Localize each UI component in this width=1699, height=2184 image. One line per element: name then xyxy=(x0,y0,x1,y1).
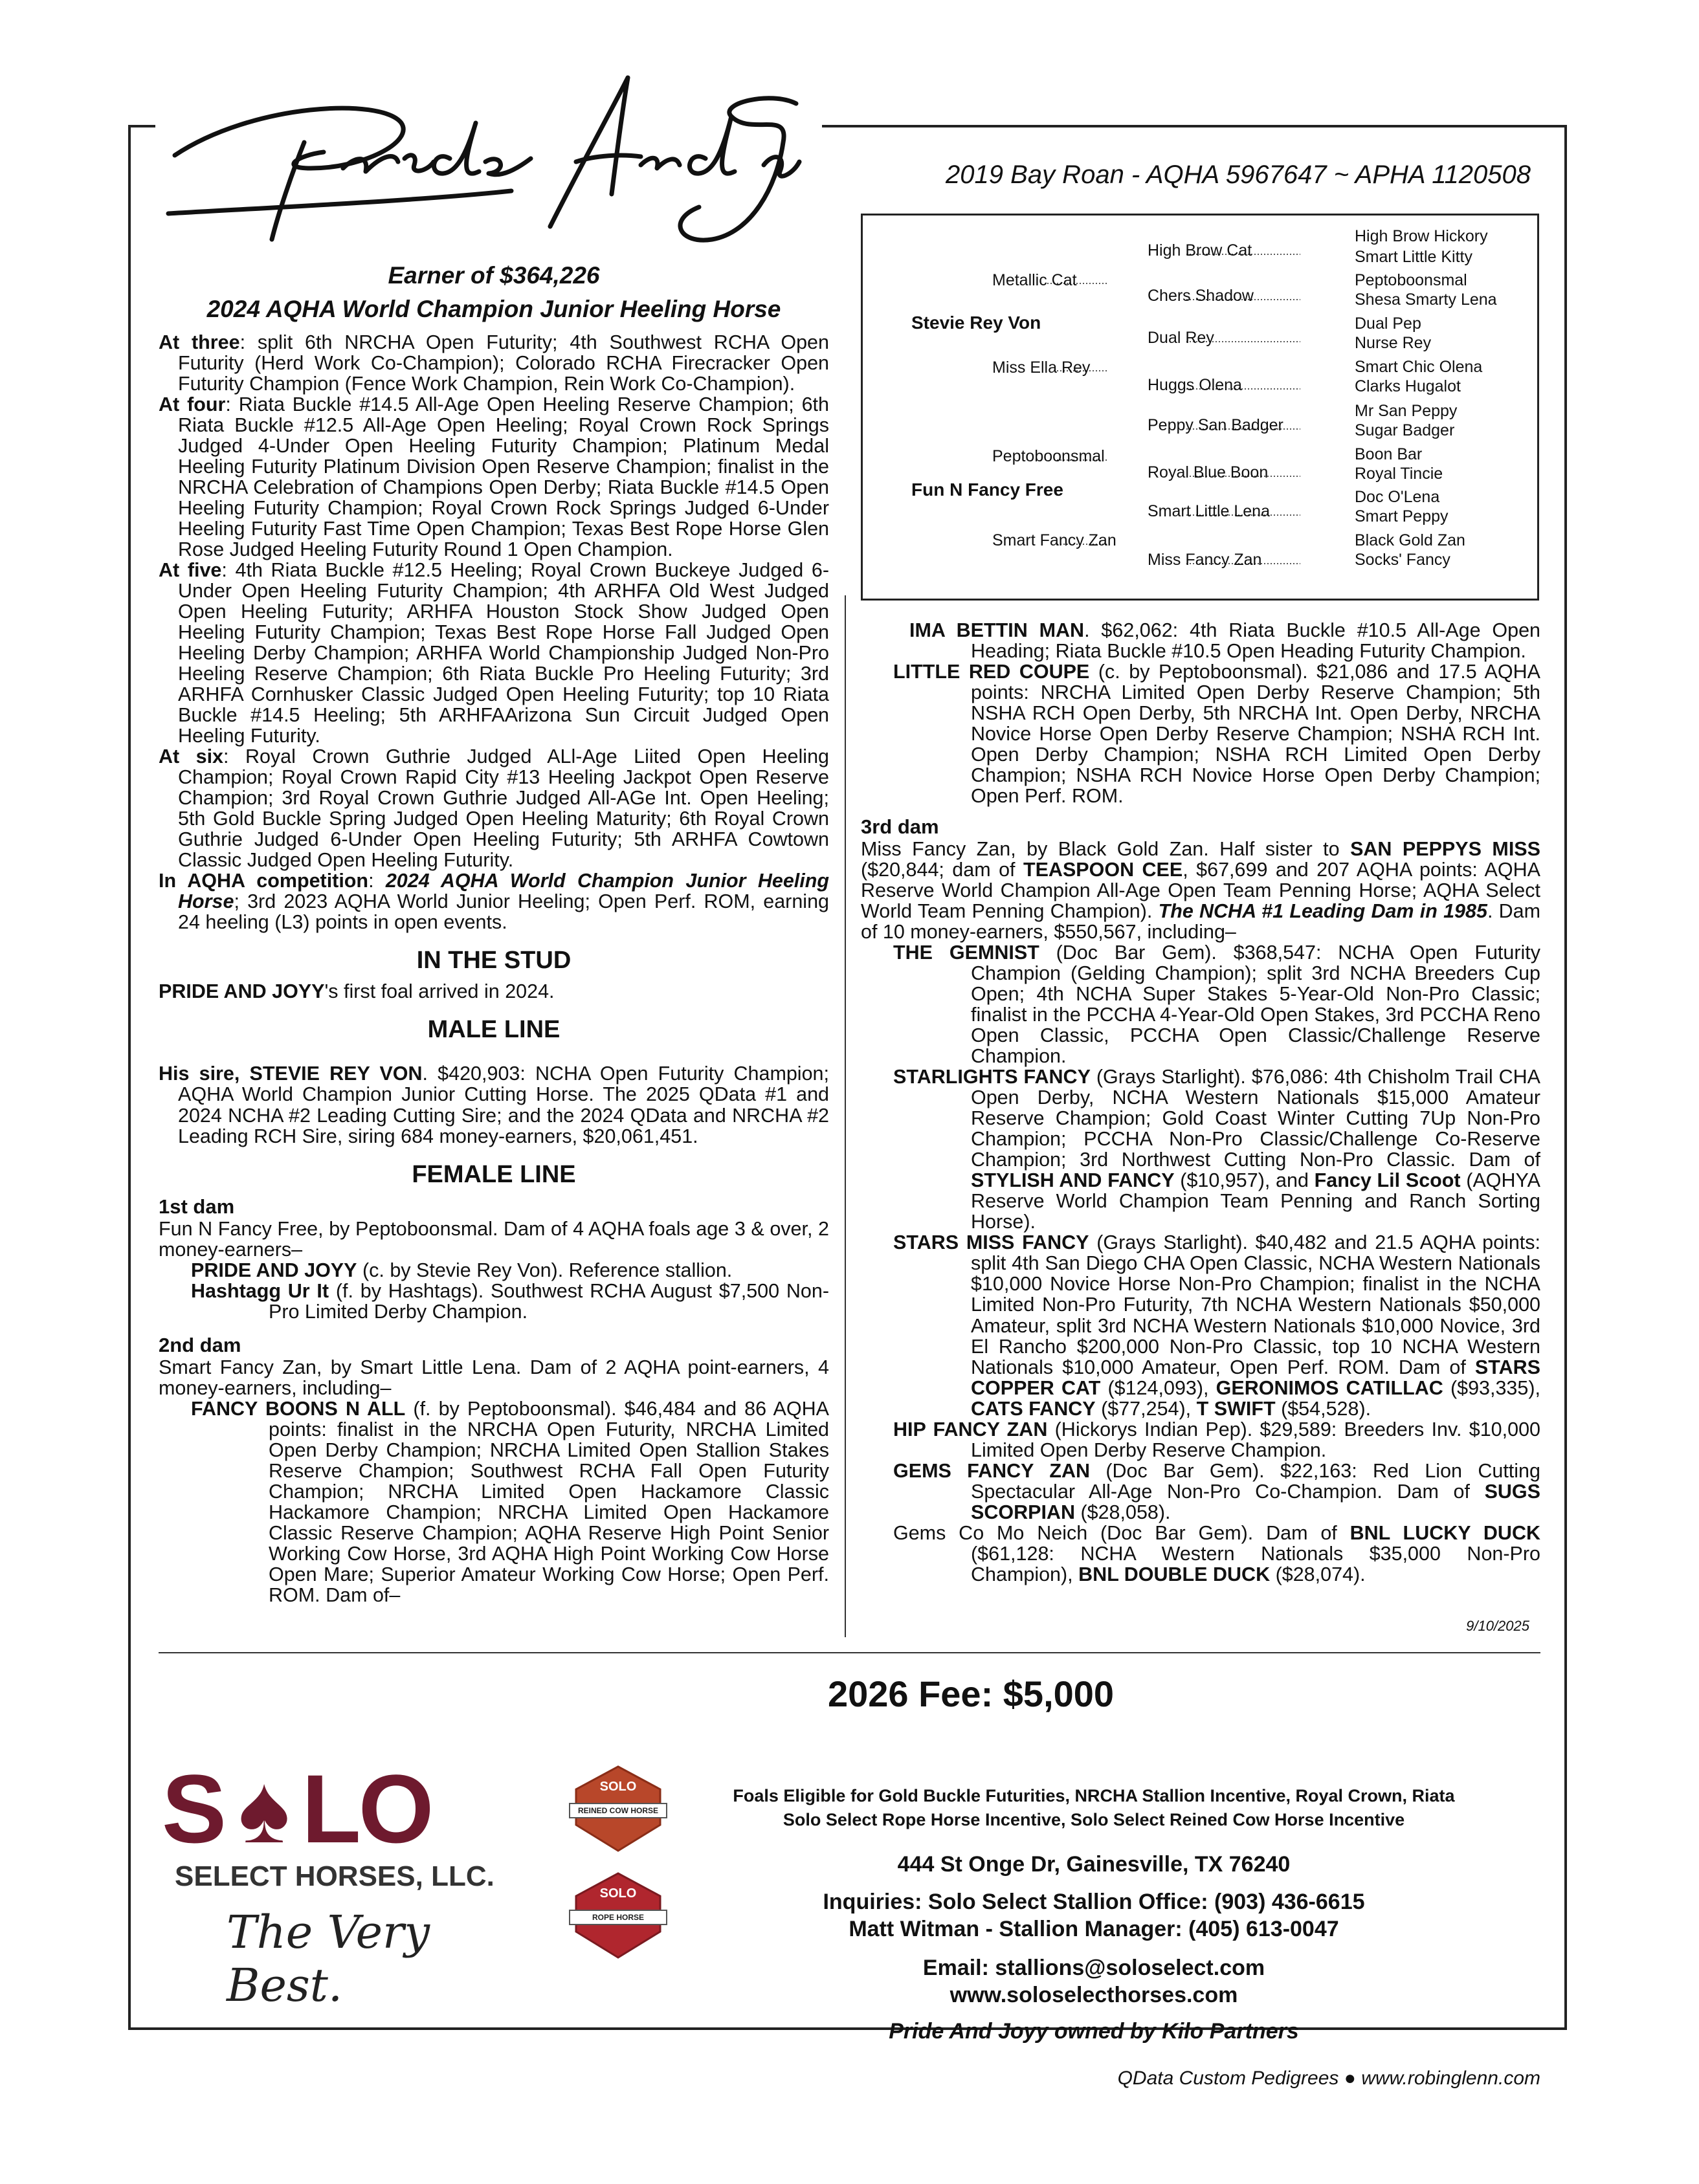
pedigree-gen3: Peppy San Badger xyxy=(1148,416,1283,434)
solo-letters: S ♠ LO xyxy=(162,1754,432,1863)
bullet-icon: ● xyxy=(1344,2068,1362,2089)
pedigree-dam-sire: Peptoboonsmal xyxy=(992,447,1105,465)
earnings-heading: Earner of $364,226 xyxy=(388,262,600,289)
website-link[interactable]: www.soloselecthorses.com xyxy=(949,1983,1238,2007)
pedigree-gen3: Dual Rey xyxy=(1148,329,1214,347)
pedigree-gen3: Huggs Olena xyxy=(1148,376,1242,394)
third-dam-offspring: STARS MISS FANCY (Grays Starlight). $40,482 and 21.5 AQHA points: split 4th San Diego CHA Open Classic, NCHA Western Nationals $10,000 Novice Horse Non-Pro Champion; finalist in the NCHA Limited Non-Pro Futurity, 7th NCHA Western Nationals $50,000 Amateur, split 3rd NCHA Western Nationals $10,000 Novice, 3rd El Rancho $200,000 Non-Pro Classic, top 10 NCHA Western Nationals $10,000 Amateur, Open Perf. ROM. Dam of STARS COPPER CAT ($124,093), GERONIMOS CATILLAC ($93,335), CATS FANCY ($77,254), T SWIFT ($54,528). xyxy=(893,1231,1540,1420)
first-dam-offspring: Hashtagg Ur It (f. by Hashtags). Southwest RCHA August $7,500 Non-Pro Limited Derby Champion. xyxy=(191,1279,830,1323)
pedigree-gen3: Smart Little Lena xyxy=(1148,502,1270,520)
male-line-heading: MALE LINE xyxy=(427,1016,561,1044)
pedigree-gen4: Smart Peppy xyxy=(1355,507,1449,525)
pedigree-sire-sire: Metallic Cat xyxy=(992,271,1077,289)
eligibility-line-1: Foals Eligible for Gold Buckle Futurities, NRCHA Stallion Incentive, Royal Crown, Riata xyxy=(733,1786,1455,1805)
email[interactable]: Email: stallions@soloselect.com xyxy=(922,1956,1265,1980)
in-the-stud-heading: IN THE STUD xyxy=(416,947,572,975)
horse-registration-line: 2019 Bay Roan - AQHA 5967647 ~ APHA 1120508 xyxy=(946,160,1531,189)
pedigree-gen4: Mr San Peppy xyxy=(1355,402,1458,420)
pedigree-gen4: Dual Pep xyxy=(1355,314,1421,333)
pedigree-dam-dam: Smart Fancy Zan xyxy=(992,531,1116,549)
pedigree-chart xyxy=(861,214,1539,601)
female-line-heading: FEMALE LINE xyxy=(412,1160,576,1188)
third-dam-offspring: Gems Co Mo Neich (Doc Bar Gem). Dam of BNL LUCKY DUCK ($61,128: NCHA Western Nationals $35,000 Non-Pro Champion), BNL DOUBLE DUCK ($28,074). xyxy=(893,1521,1540,1585)
revision-date: 9/10/2025 xyxy=(1466,1618,1529,1634)
footer-credit: QData Custom Pedigrees ● www.robinglenn.com xyxy=(1117,2068,1540,2089)
stud-text: PRIDE AND JOYY's first foal arrived in 2024. xyxy=(159,980,555,1003)
pride-and-joyy-script-logo xyxy=(149,45,809,259)
third-dam-offspring: THE GEMNIST (Doc Bar Gem). $368,547: NCHA Open Futurity Champion (Gelding Champion); split 3rd NCHA Breeders Cup Open; 4th NCHA Super Stakes 5-Year-Old Non-Pro Classic; finalist in the PCCHA 4-Year-Old Open Stakes, 3rd PCCHA Reno Open Classic, PCCHA Open Classic/Challenge Reserve Champion. xyxy=(893,942,1541,1068)
second-dam-heading: 2nd dam xyxy=(159,1333,241,1356)
left-column xyxy=(159,262,829,1605)
stallion-manager: Matt Witman - Stallion Manager: (405) 613-0047 xyxy=(849,1917,1339,1941)
address: 444 St Onge Dr, Gainesville, TX 76240 xyxy=(897,1852,1291,1877)
reined-cow-horse-badge: SOLO REINED COW HORSE xyxy=(563,1763,673,1854)
right-column xyxy=(861,620,1540,1585)
stud-fee: 2026 Fee: $5,000 xyxy=(827,1673,1115,1714)
pedigree-gen3: Miss Fancy Zan xyxy=(1148,551,1262,569)
column-divider xyxy=(845,595,846,1637)
pedigree-gen4: Socks' Fancy xyxy=(1355,551,1450,569)
solo-select-logo xyxy=(162,1754,498,2013)
third-dam-heading: 3rd dam xyxy=(861,815,939,839)
pedigree-gen4: Black Gold Zan xyxy=(1355,531,1465,549)
pedigree-gen4: Smart Little Kitty xyxy=(1355,248,1472,266)
record-at-four: At four: Riata Buckle #14.5 All-Age Open Heeling Reserve Champion; 6th Riata Buckle #12.5 All-Age Open Heeling; Royal Crown Rock Springs Judged 4-Under Open Heeling Futurity Champion; Platinum Medal Heeling Futurity Platinum Division Open Reserve Champion; finalist in the NRCHA Celebration of Champions Open Derby; Riata Buckle #14.5 Open Heeling Futurity Champion; Royal Crown Rock Springs Judged 6-Under Heeling Futurity Fast Time Open Champion; Texas Best Rope Horse Glen Rose Judged Heeling Futurity Round 1 Open Champion. xyxy=(159,393,829,561)
footer-website-link[interactable]: www.robinglenn.com xyxy=(1361,2068,1540,2089)
rope-horse-badge: SOLO ROPE HORSE xyxy=(563,1870,673,1961)
second-dam-offspring: FANCY BOONS N ALL (f. by Peptoboonsmal). $46,484 and 86 AQHA points: finalist in the NRCHA Open Futurity, NRCHA Limited Open Derby Champion; NRCHA Limited Open Stallion Stakes Reserve Champion; Southwest RCHA Fall Open Futurity Champion; NRCHA Limited Open Hackamore Classic Hackamore Champion; NRCHA Limited Open Hackamore Classic Reserve Champion; AQHA Reserve High Point Senior Working Cow Horse, 3rd AQHA High Point Working Cow Horse Open Mare; Superior Amateur Working Cow Horse; Open Perf. ROM. Dam of– xyxy=(191,1397,829,1606)
pedigree-gen3: High Brow Cat xyxy=(1148,241,1252,259)
pedigree-gen4: Shesa Smarty Lena xyxy=(1355,291,1497,309)
pedigree-gen3: Chers Shadow xyxy=(1148,287,1254,305)
section-divider xyxy=(159,1652,1540,1653)
first-dam-offspring: PRIDE AND JOYY (c. by Stevie Rey Von). Reference stallion. xyxy=(191,1259,733,1281)
pedigree-gen4: Doc O'Lena xyxy=(1355,488,1440,506)
owner-line: Pride And Joyy owned by Kilo Partners xyxy=(889,2019,1299,2044)
pedigree-gen4: Sugar Badger xyxy=(1355,421,1455,439)
pedigree-gen4: Smart Chic Olena xyxy=(1355,358,1483,376)
sire-text: His sire, STEVIE REY VON. $420,903: NCHA Open Futurity Champion; AQHA World Champion Junior Cutting Horse. The 2025 QData #1 and 2024 NCHA #2 Leading Cutting Sire; and the 2024 QData and NRCHA #2 Leading RCH Sire, siring 684 money-earners, $20,061,451. xyxy=(159,1063,829,1147)
record-at-six: At six: Royal Crown Guthrie Judged ALl-Age Liited Open Heeling Champion; Royal Crown Rapid City #13 Heeling Jackpot Open Reserve Champion; 3rd Royal Crown Guthrie Judged All-AGe Int. Open Heeling; 5th Gold Buckle Spring Judged Open Heeling Maturity; 6th Royal Crown Guthrie Judged 6-Under Open Heeling Futurity; 5th ARHFA Cowtown Classic Judged Open Heeling Futurity. xyxy=(159,745,829,872)
third-dam-offspring: STARLIGHTS FANCY (Grays Starlight). $76,086: 4th Chisholm Trail CHA Open Derby, NCHA Western Nationals $15,000 Amateur Reserve Champion; Gold Coast Winter Cutting 7Up Non-Pro Champion; PCCHA Non-Pro Classic/Challenge Co-Reserve Champion; 3rd Northwest Cutting Non-Pro Classic. Dam of STYLISH AND FANCY ($10,957), and Fancy Lil Scoot (AQHYA Reserve World Champion Team Penning and Ranch Sorting Horse). xyxy=(893,1066,1540,1233)
record-at-three: At three: split 6th NRCHA Open Futurity; 4th Southwest RCHA Open Futurity (Herd Work Co-Champion); Colorado RCHA Firecracker Open Futurity Champion (Fence Work Champion, Rein Work Co-Champion). xyxy=(159,331,829,395)
pedigree-sire: Stevie Rey Von xyxy=(911,313,1041,333)
pedigree-gen3: Royal Blue Boon xyxy=(1148,463,1269,481)
pedigree-gen4: Clarks Hugalot xyxy=(1355,377,1461,395)
record-at-five: At five: 4th Riata Buckle #12.5 Heeling; Royal Crown Buckeye Judged 6-Under Open Heeling Futurity Champion; 4th ARHFA Old West Judged Open Heeling Futurity; ARHFA Houston Stock Show Judged Open Heeling Futurity Champion; Texas Best Rope Horse Fall Judged Open Heeling Derby Champion; ARHFA World Championship Judged Non-Pro Heeling Reserve Champion; 6th Riata Buckle Pro Heeling Futurity; 3rd ARHFA Cornhusker Classic Judged Open Heeling Futurity; top 10 Riata Buckle #14.5 Heeling; 5th ARHFAArizona Sun Circuit Judged Open Heeling Futurity. xyxy=(159,559,829,747)
pedigree-gen4: High Brow Hickory xyxy=(1355,227,1488,245)
grand-offspring: LITTLE RED COUPE (c. by Peptoboonsmal). $21,086 and 17.5 AQHA points: NRCHA Limited Open Derby Reserve Champion; 5th NSHA RCH Open Derby, 5th NRCHA Int. Open Derby, NRCHA Novice Horse Open Derby Reserve Champion; NSHA RCH Int. Open Derby Champion; NSHA RCH Limited Open Derby Champion; NSHA RCH Novice Horse Open Derby Champion; Open Perf. ROM. xyxy=(893,661,1540,808)
third-dam-offspring: GEMS FANCY ZAN (Doc Bar Gem). $22,163: Red Lion Cutting Spectacular All-Age Non-Pro Co-Champion. Dam of SUGS SCORPIAN ($28,058). xyxy=(893,1459,1540,1523)
solo-company: SELECT HORSES, LLC. xyxy=(175,1860,494,1892)
spade-icon: ♠ xyxy=(238,1754,287,1863)
pedigree-gen4: Peptoboonsmal xyxy=(1355,271,1467,289)
pedigree-gen4: Royal Tincie xyxy=(1355,465,1443,483)
record-aqha: In AQHA competition: 2024 AQHA World Champion Junior Heeling Horse; 3rd 2023 AQHA World Junior Heeling; Open Perf. ROM, earning 24 heeling (L3) points in open events. xyxy=(159,870,830,934)
eligibility-line-2: Solo Select Rope Horse Incentive, Solo Select Reined Cow Horse Incentive xyxy=(783,1810,1405,1829)
pedigree-dam: Fun N Fancy Free xyxy=(911,480,1063,500)
third-dam-offspring: HIP FANCY ZAN (Hickorys Indian Pep). $29,589: Breeders Inv. $10,000 Limited Open Derby Reserve Champion. xyxy=(893,1418,1540,1461)
pedigree-sire-dam: Miss Ella Rey xyxy=(992,358,1091,377)
grand-offspring: IMA BETTIN MAN. $62,062: 4th Riata Buckle #10.5 All-Age Open Heading; Riata Buckle #10.5 Open Heading Futurity Champion. xyxy=(909,619,1541,663)
champion-heading: 2024 AQHA World Champion Junior Heeling Horse xyxy=(206,296,781,322)
pedigree-gen4: Nurse Rey xyxy=(1355,334,1432,352)
third-dam-text: Miss Fancy Zan, by Black Gold Zan. Half sister to SAN PEPPYS MISS ($20,844; dam of TEASPOON CEE, $67,699 and 207 AQHA points: AQHA Reserve World Champion All-Age Open Team Penning Horse; AQHA Select World Team Penning Champion). The NCHA #1 Leading Dam in 1985. Dam of 10 money-earners, $550,567, including– xyxy=(861,838,1541,943)
second-dam-text: Smart Fancy Zan, by Smart Little Lena. Dam of 2 AQHA point-earners, 4 money-earners, including– xyxy=(159,1356,829,1399)
inquiries: Inquiries: Solo Select Stallion Office: (903) 436-6615 xyxy=(823,1890,1365,1914)
first-dam-text: Fun N Fancy Free, by Peptoboonsmal. Dam of 4 AQHA foals age 3 & over, 2 money-earners– xyxy=(159,1217,829,1261)
pedigree-gen4: Boon Bar xyxy=(1355,445,1423,463)
first-dam-heading: 1st dam xyxy=(159,1195,235,1218)
solo-tagline: The Very Best. xyxy=(227,1906,430,2012)
